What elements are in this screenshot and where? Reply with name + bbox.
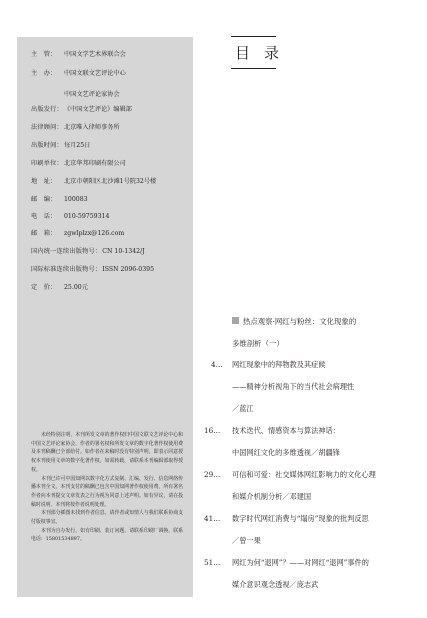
masthead-row-date xyxy=(31,143,90,149)
toc-page-number[interactable]: 4… xyxy=(211,360,223,369)
notice-paragraph: 未经特别注明，本刊所发文章的著作权归中国文联文艺评论中心和中国文艺评论家协会，作者的署名权和所发文章的数字化著作权使用费及本刊稿酬已全部给付。如作者在来稿时没有特别声明，即表示同意授权本刊使用文章的数字化著作权。如需转载，请联系本刊编辑部取得授权。 xyxy=(31,432,183,473)
masthead-label: 定 价： xyxy=(31,284,57,291)
masthead-value: 中国文联文艺评论中心 xyxy=(64,70,126,77)
masthead-label: 出版时间： xyxy=(31,142,63,149)
masthead-value: 《中国文艺评论》编辑部 xyxy=(63,106,132,113)
masthead-row-email xyxy=(31,231,124,237)
masthead-label: 国际标准连续出版物号： xyxy=(31,266,102,273)
masthead-value: 100083 xyxy=(64,196,88,203)
section-heading: 热点观察·网红与粉丝：文化现象的 xyxy=(243,317,357,326)
masthead-row-supervisor xyxy=(31,52,126,58)
masthead-value: ISSN 2096-0395 xyxy=(102,266,155,273)
masthead-label: 地 址： xyxy=(31,178,57,185)
notice-paragraph: 本刊已许可中国知网以数字化方式复制、汇编、发行、信息网络传播本刊全文。本刊支付的稿酬已包含中国知网著作权使用费，所有署名作者向本刊提交文章发表之行为视为同意上述声明。如有异议，请在投稿时说明，本刊将按作者说明处理。 xyxy=(31,475,183,508)
copyright-notice xyxy=(31,431,183,544)
masthead-label: 邮 箱： xyxy=(31,230,57,237)
toc-entry-title[interactable]: 网红现象中的拜物教及其症候 xyxy=(232,360,326,369)
toc-page-number[interactable]: 16… xyxy=(204,426,221,435)
masthead-row-price xyxy=(31,285,88,291)
toc-entry-author[interactable]: ／蓝江 xyxy=(232,404,254,413)
masthead-label: 法律顾问： xyxy=(31,124,63,131)
masthead-label: 主 管： xyxy=(31,51,57,58)
masthead-panel xyxy=(17,37,193,597)
masthead-row-printer xyxy=(31,161,126,167)
masthead-label: 印刷单位： xyxy=(31,160,63,167)
masthead-row-issn xyxy=(31,267,154,273)
masthead-value: zgwlplzx@126.com xyxy=(64,230,125,237)
masthead-row-sponsor xyxy=(31,71,126,77)
masthead-label: 出版发行： xyxy=(31,106,63,113)
toc-page-number[interactable]: 29… xyxy=(204,470,221,479)
masthead-label: 主 办： xyxy=(31,70,57,77)
masthead-row-phone xyxy=(31,214,109,220)
masthead-value: 010-59759314 xyxy=(64,213,110,220)
masthead-value-continued: 中国文艺评论家协会 xyxy=(64,91,120,98)
masthead-value: 25.00元 xyxy=(64,284,88,291)
toc-entry-title[interactable]: 技术迭代、情感资本与算法神话： xyxy=(232,426,340,435)
toc-entry-title-cont[interactable]: 媒介意识观念透视／庞志武 xyxy=(232,580,319,589)
title-rule-top xyxy=(231,36,276,37)
masthead-value: 北京市朝阳区北沙滩1号院32号楼 xyxy=(64,178,157,185)
masthead-value: 中国文学艺术界联合会 xyxy=(64,51,126,58)
masthead-label: 邮 编： xyxy=(31,196,57,203)
toc-entry-author[interactable]: ／曾一果 xyxy=(232,536,261,545)
title-rule-bottom xyxy=(231,68,276,69)
notice-paragraph: 本刊为自办发行，如有印刷、装订问题，请联系印刷厂调换，联系电话：15801534897。 xyxy=(31,527,183,543)
masthead-label: 电 话： xyxy=(31,213,57,220)
toc-entry-title-cont[interactable]: 中国网红文化的多维透视／胡疆锋 xyxy=(232,448,340,457)
masthead-value: CN 10-1342/J xyxy=(102,248,145,255)
masthead-row-publisher xyxy=(31,107,132,113)
toc-entry-subtitle[interactable]: ——精神分析视角下的当代社会病理性 xyxy=(232,382,355,391)
toc-page-number[interactable]: 51… xyxy=(204,558,221,567)
toc-entry-title[interactable]: 可信和可爱：社交媒体网红影响力的文化心理 xyxy=(232,470,376,479)
toc-title: 目录 xyxy=(235,44,294,62)
masthead-value: 每月25日 xyxy=(63,142,91,149)
toc-entry-title[interactable]: 网红为何“退网”？——对网红“退网”事件的 xyxy=(232,558,369,567)
masthead-value: 北京唯入律师事务所 xyxy=(63,124,120,131)
toc-entry-title[interactable]: 数字时代网红消费与“塌房”现象的批判反思 xyxy=(232,514,369,523)
masthead-row-address xyxy=(31,179,156,185)
masthead-row-legal xyxy=(31,125,120,131)
toc-entry-title-cont[interactable]: 和媒介机制分析／邓建国 xyxy=(232,492,312,501)
masthead-value: 北京华邦印刷有限公司 xyxy=(63,160,126,167)
masthead-row-postcode xyxy=(31,197,88,203)
notice-paragraph: 本刊部分插图未找到作者信息，请作者或知情人与我们联系协商支付版权事宜。 xyxy=(31,510,183,526)
section-heading-cont: 多维剖析（一） xyxy=(232,339,284,348)
section-marker-icon xyxy=(232,317,239,324)
masthead-row-cn-number xyxy=(31,249,145,255)
masthead-label: 国内统一连续出版物号： xyxy=(31,248,102,255)
toc-page-number[interactable]: 41… xyxy=(204,514,221,523)
